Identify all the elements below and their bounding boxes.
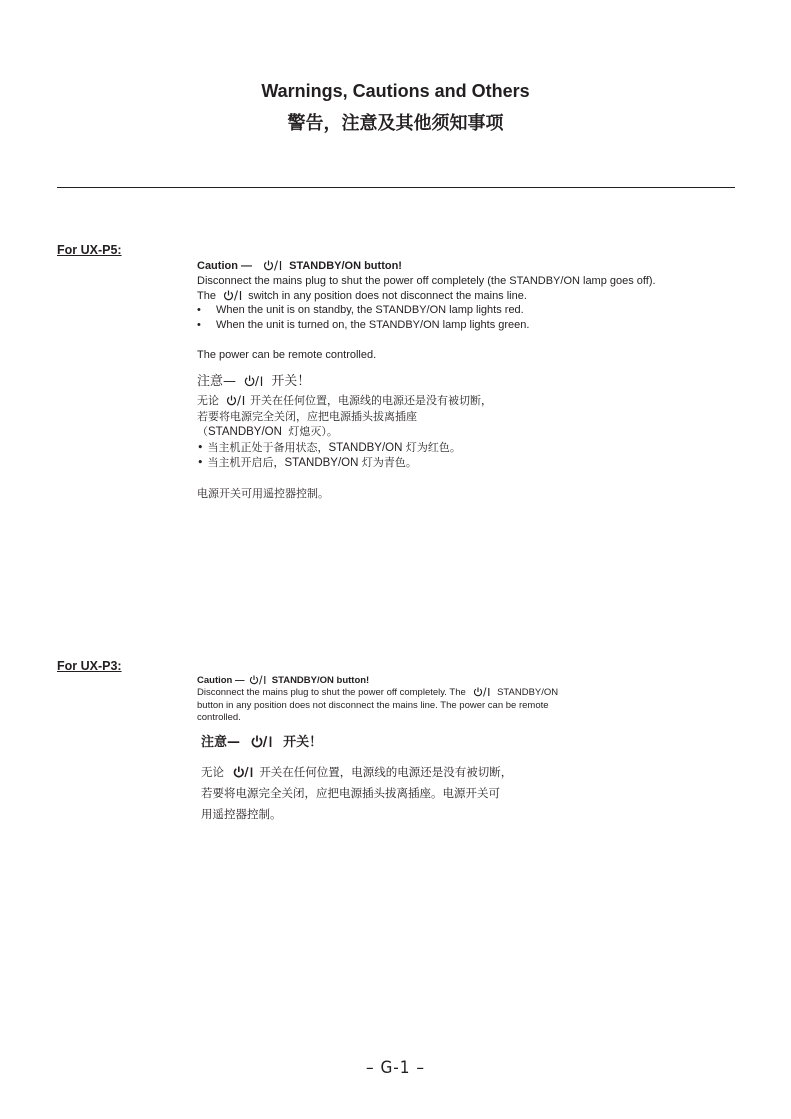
remote-note-chinese: 电源开关可用遥控器控制。 — [197, 487, 329, 500]
caution-heading: Caution — STANDBY/ON button! — [197, 675, 558, 687]
model-label-ux-p5: For UX-P5: — [57, 243, 122, 257]
ux-p5-english-caution: Caution — STANDBY/ON button! Disconnect the mains plug to shut the power off completely (the STANDBY/ON lamp goes off). The switch in any position does not disconnect the mains line. • When the unit is on standby, the STANDBY/ON lamp lights red. • When the unit is turned on, the STANDBY/ON lamp lights green. The power can be remote controlled. — [197, 260, 656, 361]
remote-note: The power can be remote controlled. — [197, 348, 377, 361]
power-icon — [251, 735, 273, 753]
header-divider — [57, 187, 735, 188]
model-label-ux-p3: For UX-P3: — [57, 659, 122, 673]
page-title-chinese: 警告，注意及其他须知事项 — [287, 113, 504, 134]
bullet-icon: • — [197, 319, 201, 332]
list-item: • 当主机正处于备用状态，STANDBY/ON 灯为红色。 — [197, 440, 461, 454]
page-number: – G-1 – — [365, 1058, 426, 1078]
caution-heading: Caution — STANDBY/ON button! — [197, 259, 656, 274]
bullet-icon: • — [197, 456, 204, 469]
caution-heading-chinese: 注意— 开关！ — [201, 735, 322, 755]
power-icon — [233, 764, 254, 785]
list-item: • When the unit is on standby, the STANDBY/ON lamp lights red. — [197, 304, 524, 317]
page-title: Warnings, Cautions and Others — [261, 81, 530, 101]
list-item: • When the unit is turned on, the STANDBY/ON lamp lights green. — [197, 319, 530, 332]
ux-p5-chinese-caution: 注意— 开关！ 无论 开关在任何位置，电源线的电源还是没有被切断， 若要将电源完全关闭，应把电源插头拔离插座 （STANDBY/ON 灯熄灭）。 • 当主机正处于备用状态，STANDBY/ON 灯为红色。 • 当主机开启后，STANDBY/ON 灯为青色。 电源开关可用遥控器控制。 — [197, 374, 492, 500]
ux-p3-english-caution: Caution — STANDBY/ON button! Disconnect the mains plug to shut the power off completely. The STANDBY/ON button in any position does not disconnect the mains line. The power can be remote controlled. — [197, 675, 559, 724]
ux-p3-chinese-caution: 无论 开关在任何位置，电源线的电源还是没有被切断， 若要将电源完全关闭，应把电源插头拔离插座。电源开关可 用遥控器控制。 — [201, 765, 513, 821]
bullet-icon: • — [197, 304, 201, 317]
list-item: • 当主机开启后，STANDBY/ON 灯为青色。 — [197, 456, 417, 469]
bullet-icon: • — [197, 440, 204, 454]
caution-heading-chinese: 注意— 开关！ — [197, 374, 492, 393]
ux-p3-chinese-heading — [201, 735, 322, 755]
switch-line: The switch in any position does not disconnect the mains line. — [197, 289, 656, 304]
power-icon — [244, 375, 264, 392]
